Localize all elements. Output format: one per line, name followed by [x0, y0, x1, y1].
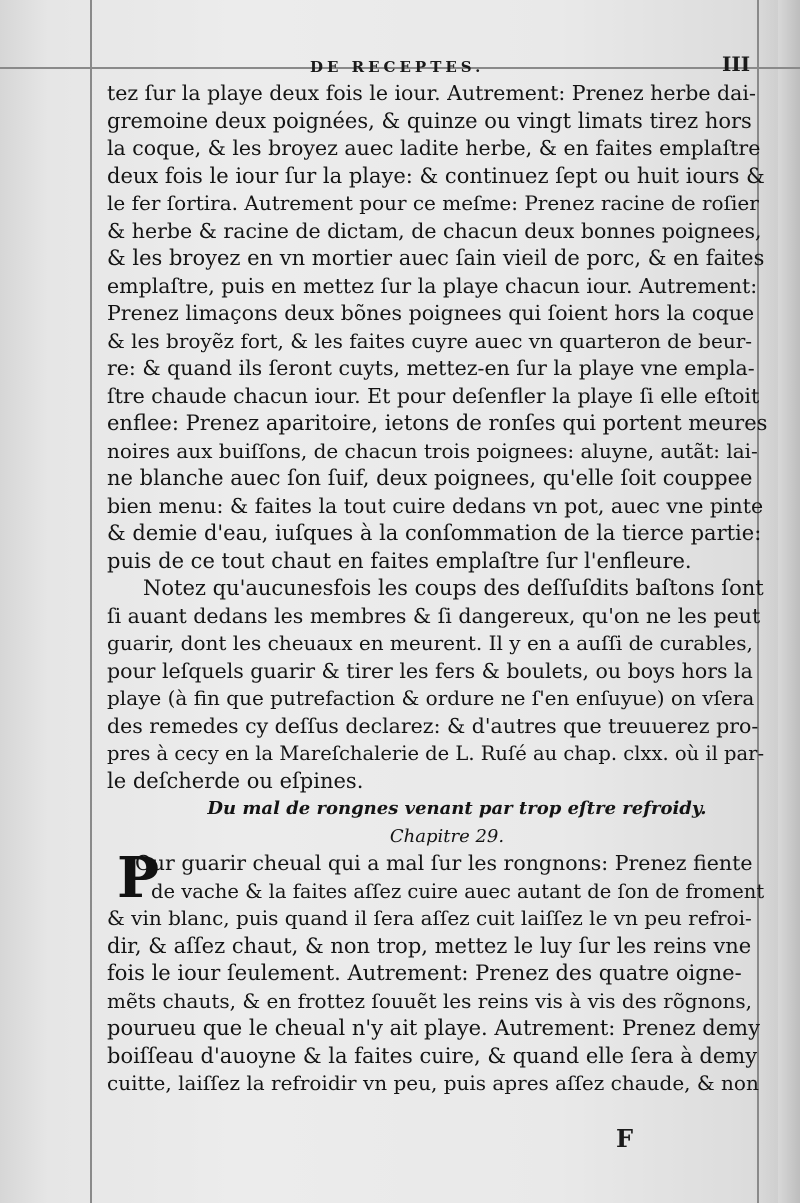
text-line: de vache & la faites aſſez cuire auec autant de ſon de froment	[151, 879, 765, 903]
text-line: pour leſquels guarir & tirer les fers & boulets, ou boys hors la	[107, 658, 753, 683]
text-line: gremoine deux poignées, & quinze ou vingt limats tirez hors	[107, 108, 752, 133]
text-line: ne blanche auec ſon ſuif, deux poignees, qu'elle ſoit couppee	[107, 466, 753, 490]
page-edge	[778, 0, 800, 1203]
paragraph-2	[107, 575, 767, 795]
text-line: pourueu que le cheual n'y ait playe. Autrement: Prenez demy	[107, 1016, 760, 1040]
running-head: DE RECEPTES.	[310, 58, 485, 76]
text-line: & les broyẽz fort, & les faites cuyre auec vn quarteron de beur-	[107, 328, 753, 353]
text-line: & herbe & racine de dictam, de chacun deux bonnes poignees,	[107, 218, 762, 243]
text-line: ſtre chaude chacun iour. Et pour deſenfler la playe ſi elle eſtoit	[107, 383, 760, 408]
left-margin-rule	[90, 0, 92, 1203]
text-line: enflee: Prenez aparitoire, ietons de ronſes qui portent meures	[107, 411, 767, 435]
text-line: & demie d'eau, iuſques à la conſommation de la tierce partie:	[107, 521, 762, 545]
text-line: cuitte, laiſſez la refroidir vn peu, puis apres aſſez chaude, & non	[107, 1071, 759, 1095]
text-line: mẽts chauts, & en frottez ſouuẽt les reins vis à vis des rõgnons,	[107, 988, 752, 1013]
text-line: tez ſur la playe deux fois le iour. Autrement: Prenez herbe dai-	[107, 81, 756, 105]
page-number: III	[722, 52, 751, 76]
text-line: Prenez limaçons deux bõnes poignees qui ſoient hors la coque	[107, 301, 755, 325]
text-line: le deſcherde ou eſpines.	[107, 768, 364, 793]
text-line: dir, & aſſez chaut, & non trop, mettez le luy ſur les reins vne	[107, 933, 752, 958]
text-line: re: & quand ils ſeront cuyts, mettez-en ſur la playe vne empla-	[107, 356, 755, 380]
text-line: Notez qu'aucunesfois les coups des deſſuſdits baſtons ſont	[143, 576, 764, 600]
text-line: & vin blanc, puis quand il ſera aſſez cuit laiſſez le vn peu refroi-	[107, 906, 752, 930]
chapter-paragraph	[107, 845, 767, 1098]
text-line: deux fois le iour ſur la playe: & continuez ſept ou huit iours &	[107, 163, 765, 188]
text-line: playe (à fin que putrefaction & ordure ne ſ'en enſuyue) on vſera	[107, 686, 755, 710]
chapter-number: Chapitre 29.	[389, 825, 505, 847]
signature-mark: F	[616, 1124, 634, 1153]
text-line: la coque, & les broyez auec ladite herbe, & en faites emplaſtre	[107, 136, 761, 160]
text-line: guarir, dont les cheuaux en meurent. Il y en a auſſi de curables,	[107, 631, 753, 655]
text-line: le fer ſortira. Autrement pour ce meſme: Prenez racine de roſier	[107, 191, 759, 215]
text-line: boiſſeau d'auoyne & la faites cuire, & quand elle ſera à demy	[107, 1043, 758, 1068]
text-line: puis de ce tout chaut en faites emplaſtre ſur l'enfleure.	[107, 548, 692, 573]
text-line: pres à cecy en la Mareſchalerie de L. Ruſé au chap. clxx. où il par-	[107, 742, 765, 765]
text-line: emplaſtre, puis en mettez ſur la playe chacun iour. Autrement:	[107, 273, 758, 298]
paragraph-1	[107, 80, 767, 575]
text-line: noires aux buiſſons, de chacun trois poignees: aluyne, autãt: lai-	[107, 438, 758, 463]
text-line: bien menu: & faites la tout cuire dedans vn pot, auec vne pinte	[107, 493, 764, 518]
text-line: des remedes cy deſſus declarez: & d'autres que treuuerez pro-	[107, 713, 759, 738]
chapter-title: Du mal de rongnes venant par trop eſtre refroidy.	[207, 798, 707, 819]
main-text	[107, 80, 767, 1098]
drop-cap: P	[117, 845, 160, 911]
text-line: & les broyez en vn mortier auec ſain vieil de porc, & en faites	[107, 246, 765, 270]
text-line: fois le iour ſeulement. Autrement: Prenez des quatre oigne-	[107, 961, 742, 985]
text-line: Our guarir cheual qui a mal ſur les rongnons: Prenez fiente	[135, 851, 753, 875]
text-line: ſi auant dedans les membres & ſi dangereux, qu'on ne les peut	[107, 603, 761, 628]
